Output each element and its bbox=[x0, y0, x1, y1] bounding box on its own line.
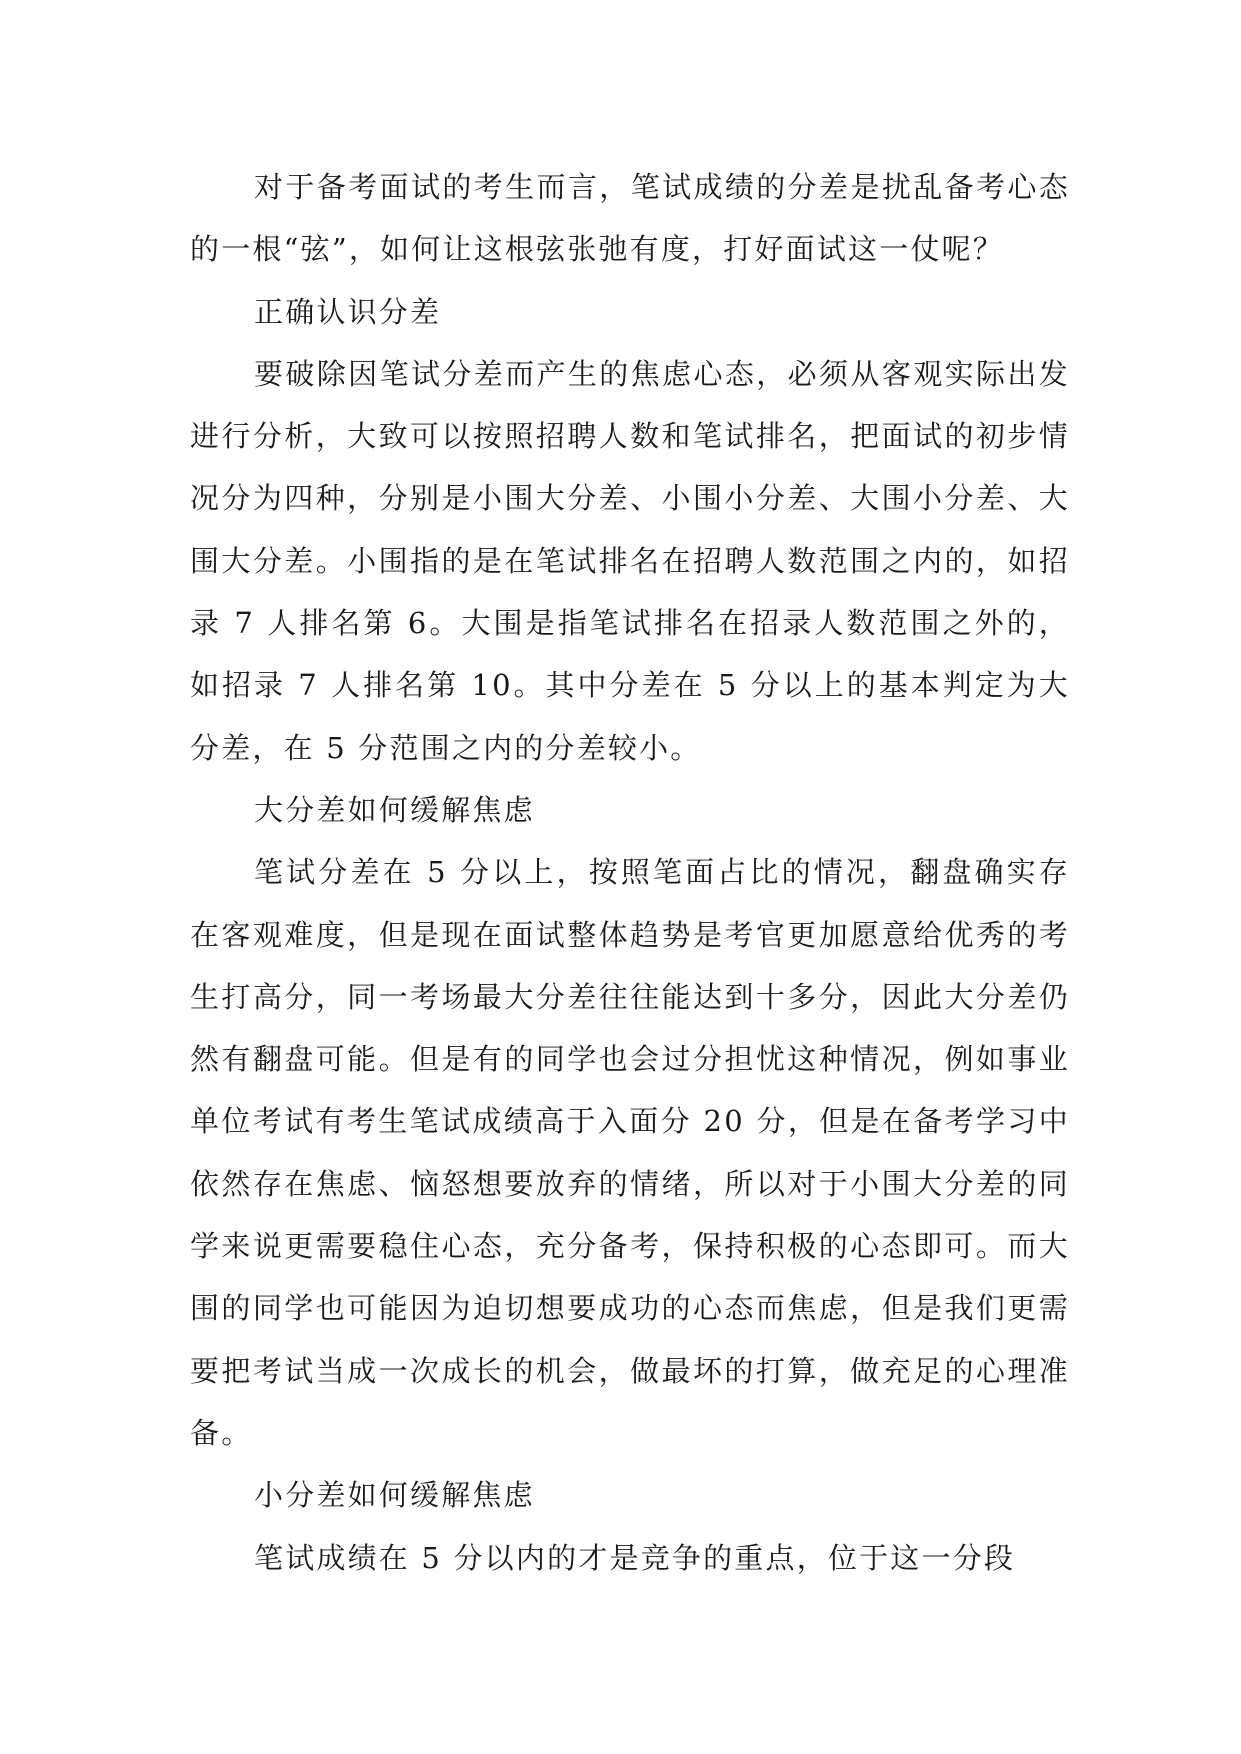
document-body bbox=[190, 156, 1070, 1589]
section-heading-small-gap: 小分差如何缓解焦虑 bbox=[254, 1478, 535, 1513]
section-heading-understand-gap: 正确认识分差 bbox=[254, 294, 442, 329]
small-gap-paragraph: 笔试成绩在 5 分以内的才是竞争的重点，位于这一分段 bbox=[254, 1540, 1016, 1575]
large-gap-paragraph: 笔试分差在 5 分以上，按照笔面占比的情况，翻盘确实存在客观难度，但是现在面试整体趋势是考官更加愿意给优秀的考生打高分，同一考场最大分差往往能达到十多分，因此大分差仍然有翻盘可能。但是有的同学也会过分担忧这种情况，例如事业单位考试有考生笔试成绩高于入面分 20 分，但是在备考学习中依然存在焦虑、恼怒想要放弃的情绪，所以对于小围大分差的同学来说更需要稳住心态，充分备考，保持积极的心态即可。而大围的同学也可能因为迫切想要成功的心态而焦虑，但是我们更需要把考试当成一次成长的机会，做最坏的打算，做充足的心理准备。 bbox=[190, 855, 1070, 1450]
understand-gap-paragraph: 要破除因笔试分差而产生的焦虑心态，必须从客观实际出发进行分析，大致可以按照招聘人数和笔试排名，把面试的初步情况分为四种，分别是小围大分差、小围小分差、大围小分差、大围大分差。小围指的是在笔试排名在招聘人数范围之内的，如招录 7 人排名第 6。大围是指笔试排名在招录人数范围之外的，如招录 7 人排名第 10。其中分差在 5 分以上的基本判定为大分差，在 5 分范围之内的分差较小。 bbox=[190, 356, 1070, 765]
intro-paragraph: 对于备考面试的考生而言，笔试成绩的分差是扰乱备考心态的一根“弦”，如何让这根弦张弛有度，打好面试这一仗呢？ bbox=[190, 170, 1070, 267]
section-heading-large-gap: 大分差如何缓解焦虑 bbox=[254, 792, 535, 827]
